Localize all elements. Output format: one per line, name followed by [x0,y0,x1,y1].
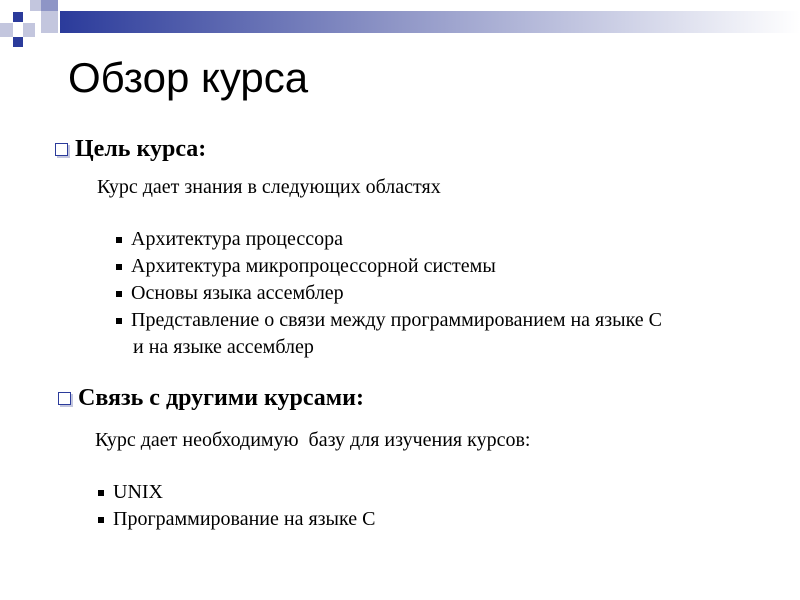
section-heading-related-courses [58,383,364,413]
checkbox-icon [58,392,71,405]
list-item-text: Представление о связи между программированием на языке С [131,309,663,331]
list-item-text: Архитектура микропроцессорной системы [131,255,496,277]
list-item [115,253,662,280]
square-bullet-icon [116,237,122,243]
list-item [115,226,662,253]
bullet-list-courses [97,479,375,533]
slide-title: Обзор курса [68,54,309,101]
section-heading-text: Цель курса: [75,136,207,162]
checkbox-icon [55,143,68,156]
list-item-text: Программирование на языке С [113,508,376,530]
list-item-text: Основы языка ассемблер [131,282,344,304]
square-bullet-icon [116,291,122,297]
square-bullet-icon [116,264,122,270]
square-bullet-icon [98,517,104,523]
square-bullet-icon [98,490,104,496]
square-bullet-icon [116,318,122,324]
list-item [115,307,662,361]
section-intro: Курс дает необходимую базу для изучения курсов: [95,429,531,451]
section-heading-text: Связь с другими курсами: [78,385,364,411]
list-item [97,479,375,506]
section-heading-course-goal [55,134,206,164]
bullet-list-topics [115,226,662,361]
list-item-continuation: и на языке ассемблер [133,336,314,358]
section-intro: Курс дает знания в следующих областях [97,176,441,198]
header-decoration [0,0,800,50]
list-item-text: Архитектура процессора [131,228,343,250]
list-item [115,280,662,307]
list-item [97,506,375,533]
list-item-text: UNIX [113,481,163,503]
